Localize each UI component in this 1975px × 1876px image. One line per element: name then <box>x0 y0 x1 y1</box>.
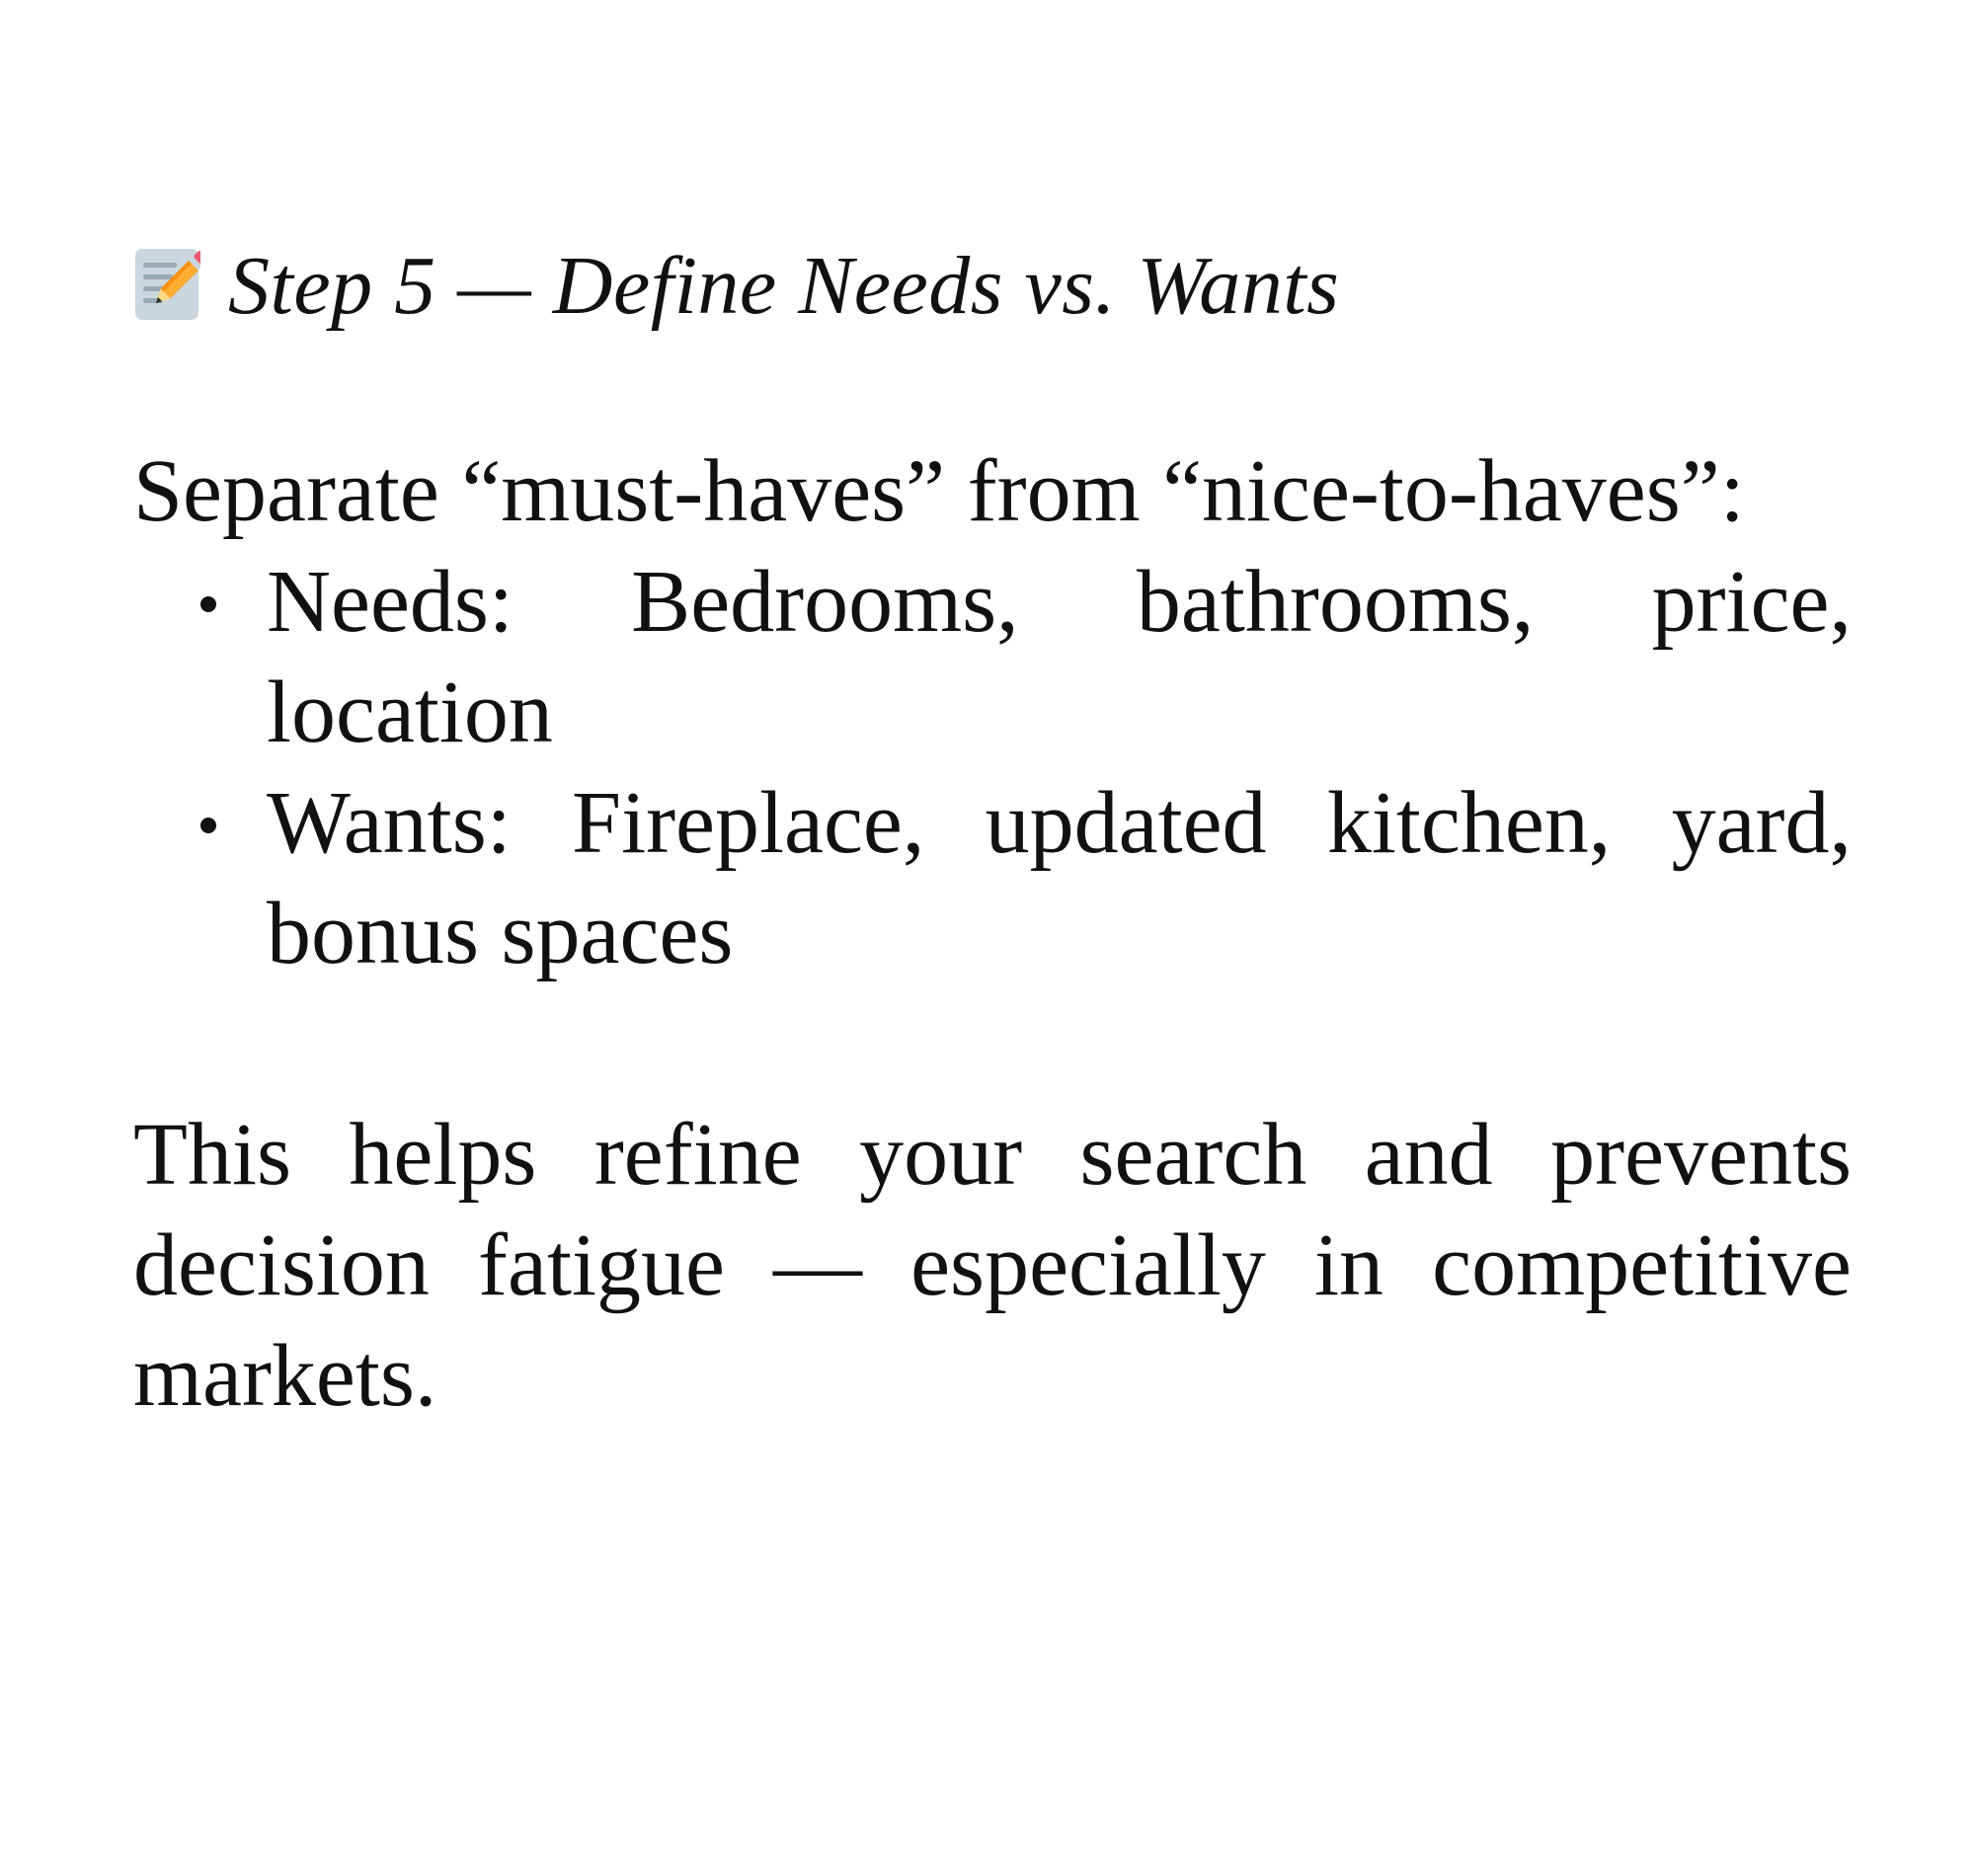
bullet-icon <box>200 818 216 833</box>
heading-text: Step 5 — Define Needs vs. Wants <box>228 240 1340 332</box>
bullet-icon <box>200 596 216 612</box>
section-heading <box>133 227 1852 346</box>
intro-paragraph: Separate “must-haves” from “nice-to-haves”: <box>133 442 1745 540</box>
list-item-text: Needs: Bedrooms, bathrooms, price, location <box>267 553 1852 761</box>
needs-wants-list <box>133 547 1852 989</box>
document-body <box>133 227 1852 1432</box>
memo-icon <box>133 245 228 329</box>
list-item <box>133 547 1852 768</box>
list-item <box>133 768 1852 989</box>
outro-paragraph: This helps refine your search and prevents decision fatigue — especially in competitive markets. <box>133 1106 1852 1425</box>
list-item-text: Wants: Fireplace, updated kitchen, yard, bonus spaces <box>267 774 1852 982</box>
